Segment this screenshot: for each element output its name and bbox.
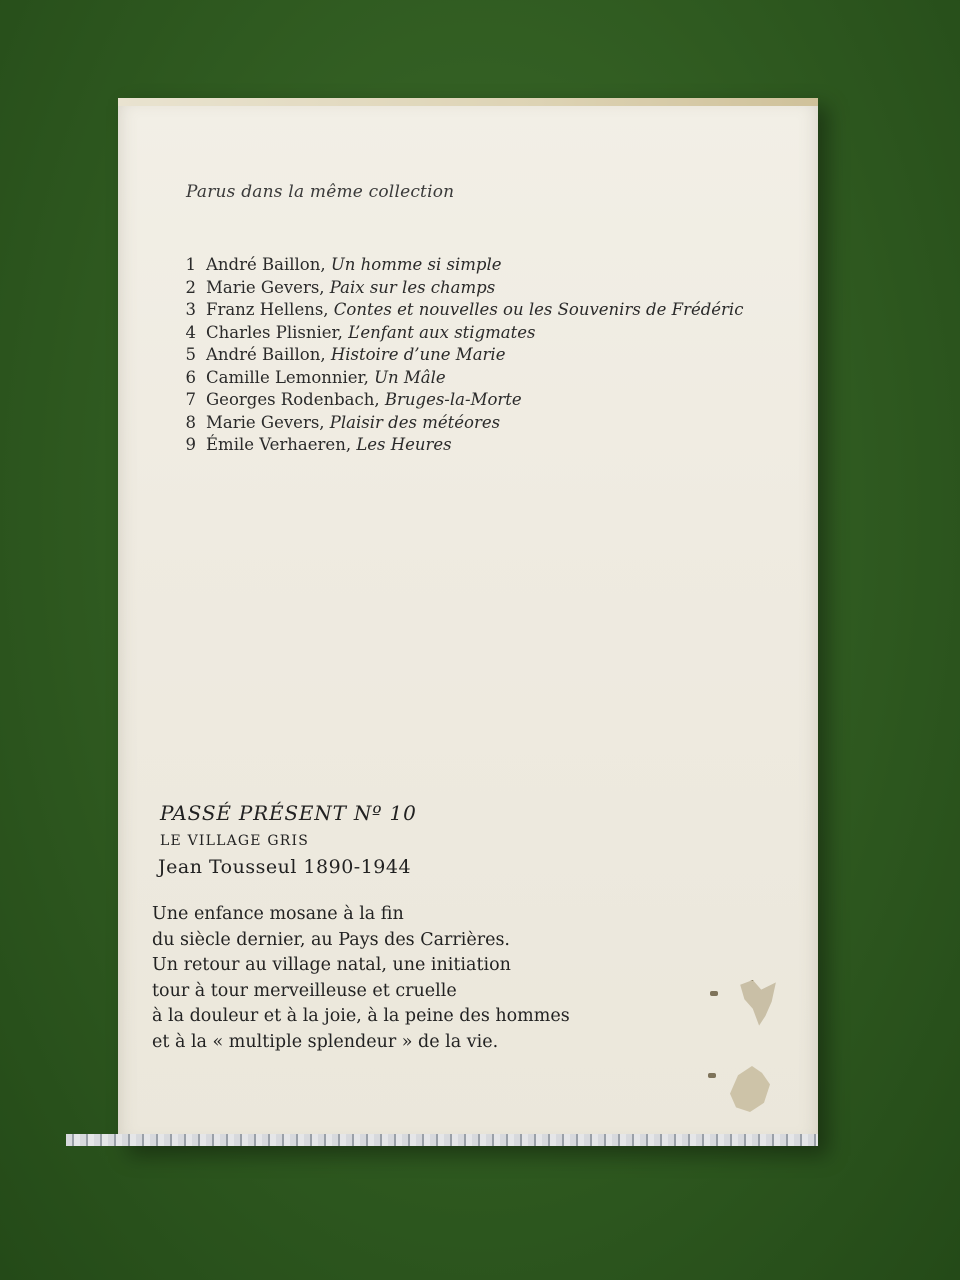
list-item bbox=[174, 344, 743, 367]
item-number: 4 bbox=[185, 322, 196, 342]
paper-speck bbox=[708, 1073, 716, 1078]
item-title: Contes et nouvelles ou les Souvenirs de Frédéric bbox=[333, 300, 744, 319]
item-title: Paix sur les champs bbox=[329, 277, 496, 297]
volume-title: LE VILLAGE GRIS bbox=[160, 833, 310, 849]
list-item bbox=[174, 322, 743, 345]
item-author: Franz Hellens, bbox=[206, 300, 334, 319]
item-number: 1 bbox=[185, 255, 196, 274]
paper-speck bbox=[710, 991, 718, 996]
item-author: Marie Gevers, bbox=[206, 412, 330, 432]
blurb-line: à la douleur et à la joie, à la peine des hommes bbox=[152, 1006, 570, 1026]
item-title: Plaisir des météores bbox=[329, 412, 501, 432]
item-title: Histoire d’une Marie bbox=[330, 345, 506, 364]
item-author: André Baillon, bbox=[206, 345, 331, 364]
item-number: 9 bbox=[185, 435, 196, 454]
item-number: 8 bbox=[185, 412, 196, 432]
list-item bbox=[174, 299, 743, 322]
item-number: 7 bbox=[185, 390, 196, 409]
item-title: Un Mâle bbox=[374, 367, 446, 387]
list-item bbox=[174, 277, 743, 300]
book-bottom-edge bbox=[66, 1134, 818, 1146]
item-title: L’enfant aux stigmates bbox=[348, 322, 536, 342]
item-number: 2 bbox=[185, 277, 196, 297]
collection-list bbox=[174, 254, 743, 457]
list-item bbox=[174, 367, 743, 390]
list-item bbox=[174, 389, 743, 412]
collection-heading: Parus dans la même collection bbox=[186, 182, 455, 202]
item-title: Bruges-la-Morte bbox=[384, 390, 522, 409]
blurb bbox=[152, 902, 570, 1055]
list-item bbox=[174, 412, 743, 435]
blurb-line: Une enfance mosane à la fin bbox=[152, 904, 404, 924]
item-title: Les Heures bbox=[356, 435, 452, 454]
item-author: Camille Lemonnier, bbox=[206, 367, 375, 387]
blurb-line: du siècle dernier, au Pays des Carrières. bbox=[152, 929, 510, 950]
item-author: Georges Rodenbach, bbox=[206, 390, 385, 409]
item-number: 3 bbox=[185, 300, 196, 319]
cover-top-edge bbox=[118, 98, 818, 106]
list-item bbox=[174, 434, 743, 457]
torn-paper-patch bbox=[736, 980, 778, 1028]
item-author: Marie Gevers, bbox=[206, 277, 330, 297]
series-title: PASSÉ PRÉSENT Nº 10 bbox=[160, 801, 417, 825]
item-number: 5 bbox=[185, 345, 196, 364]
item-author: Émile Verhaeren, bbox=[206, 435, 357, 454]
blurb-line: tour à tour merveilleuse et cruelle bbox=[152, 980, 457, 1001]
item-title: Un homme si simple bbox=[330, 255, 502, 274]
item-author: Charles Plisnier, bbox=[206, 322, 349, 342]
blurb-line: et à la « multiple splendeur » de la vie. bbox=[152, 1031, 499, 1052]
torn-paper-patch bbox=[730, 1066, 770, 1112]
item-number: 6 bbox=[185, 367, 196, 387]
blurb-line: Un retour au village natal, une initiation bbox=[152, 955, 511, 975]
author-line: Jean Tousseul 1890-1944 bbox=[158, 856, 412, 878]
list-item bbox=[174, 254, 743, 277]
book-back-cover bbox=[118, 98, 818, 1146]
item-author: André Baillon, bbox=[206, 255, 331, 274]
